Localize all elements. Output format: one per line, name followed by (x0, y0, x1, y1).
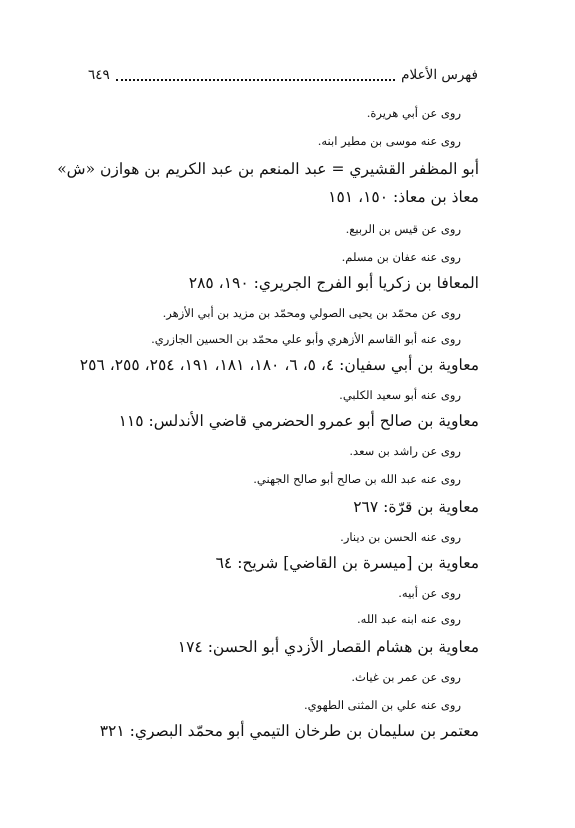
page-number: ٦٤٩ (88, 67, 110, 83)
narration-line: روى عنه عفان بن مسلم. (341, 250, 461, 264)
page-header (88, 64, 478, 86)
index-entry: معاذ بن معاذ: ١٥٠، ١٥١ (328, 188, 479, 206)
narration-line: روى عن أبيه. (398, 586, 461, 600)
index-entry: أبو المظفر القشيري = عبد المنعم بن عبد الكريم بن هوازن «ش» (57, 160, 479, 178)
narration-line: روى عن أبي هريرة. (366, 106, 461, 120)
narration-line: روى عن قيس بن الربيع. (345, 222, 461, 236)
index-entry: معاوية بن هشام القصار الأزدي أبو الحسن: ١٧٤ (177, 638, 479, 656)
index-entry: معاوية بن [ميسرة بن القاضي] شريح: ٦٤ (215, 554, 479, 572)
index-entry: معاوية بن قرّة: ٢٦٧ (353, 498, 479, 516)
narration-line: روى عنه الحسن بن دينار. (340, 530, 461, 544)
leader-dots (116, 69, 395, 81)
running-title: فهرس الأعلام (401, 67, 478, 83)
narration-line: روى عنه موسى بن مطير ابنه. (317, 134, 461, 148)
narration-line: روى عن محمّد بن يحيى الصولي ومحمّد بن مزيد بن أبي الأزهر. (162, 306, 461, 320)
narration-line: روى عن راشد بن سعد. (349, 444, 461, 458)
index-entry: معتمر بن سليمان بن طرخان التيمي أبو محمّد البصري: ٣٢١ (99, 722, 479, 740)
narration-line: روى عنه أبو سعيد الكلبي. (339, 388, 461, 402)
narration-line: روى عن عمر بن غياث. (351, 670, 461, 684)
index-entry: معاوية بن صالح أبو عمرو الحضرمي قاضي الأندلس: ١١٥ (118, 412, 479, 430)
narration-line: روى عنه عبد الله بن صالح أبو صالح الجهني. (253, 472, 461, 486)
narration-line: روى عنه علي بن المثنى الطهوي. (304, 698, 461, 712)
index-entry: معاوية بن أبي سفيان: ٤، ٥، ٦، ١٨٠، ١٨١، ١٩١، ٢٥٤، ٢٥٥، ٢٥٦ (79, 356, 479, 374)
narration-line: روى عنه ابنه عبد الله. (357, 612, 461, 626)
narration-line: روى عنه أبو القاسم الأزهري وأبو علي محمّد بن الحسين الجازري. (151, 332, 461, 346)
index-entry: المعافا بن زكريا أبو الفرج الجريري: ١٩٠، ٢٨٥ (188, 274, 479, 292)
